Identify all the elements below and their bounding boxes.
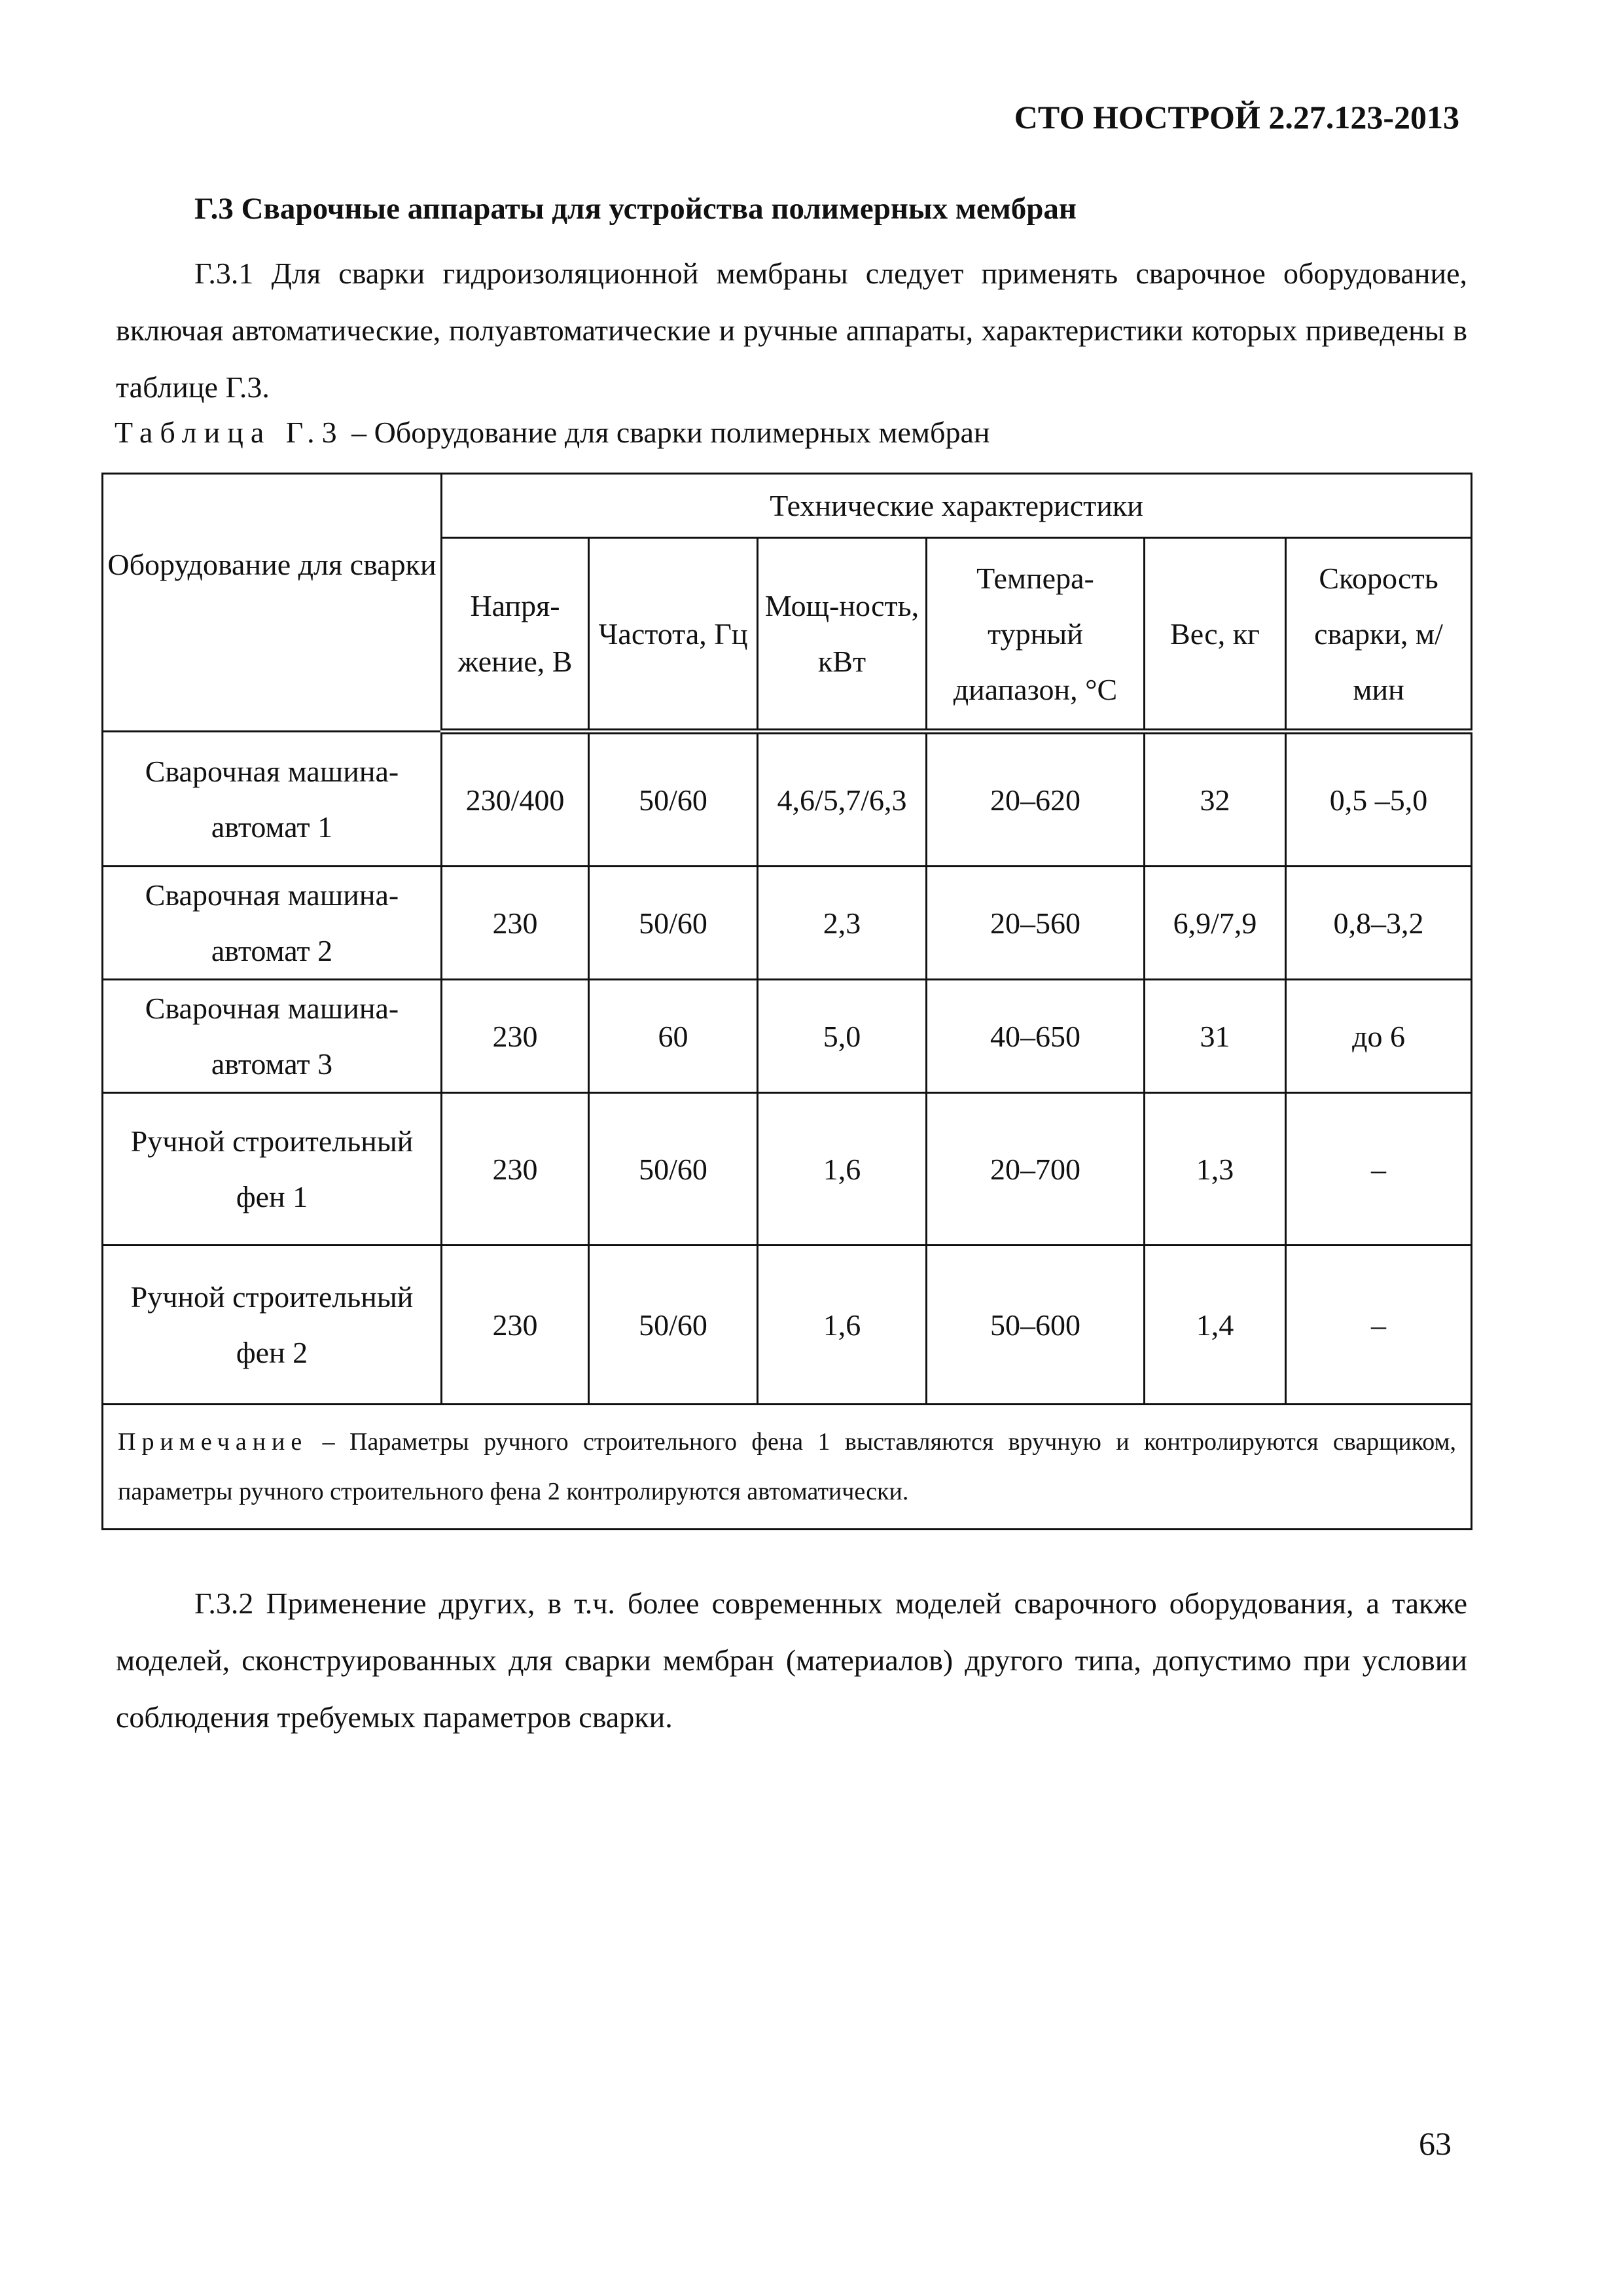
equipment-name: Сварочная машина-автомат 3 (103, 980, 442, 1093)
header-voltage: Напря-жение, В (442, 538, 589, 732)
speed-cell: 0,5 –5,0 (1286, 732, 1472, 867)
section-title: Г.3 Сварочные аппараты для устройства полимерных мембран (194, 192, 1077, 226)
equipment-name: Ручной строительный фен 1 (103, 1093, 442, 1246)
document-code: СТО НОСТРОЙ 2.27.123-2013 (1014, 99, 1459, 135)
header-weight: Вес, кг (1145, 538, 1286, 732)
temperature-cell: 20–560 (927, 867, 1145, 980)
table-caption-label: Таблица Г.3 (115, 416, 344, 449)
speed-cell: – (1286, 1093, 1472, 1246)
frequency-cell: 50/60 (589, 732, 758, 867)
table-row (103, 1246, 1472, 1405)
table-note-row (103, 1405, 1472, 1530)
temperature-cell: 20–620 (927, 732, 1145, 867)
power-cell: 1,6 (758, 1093, 927, 1246)
voltage-cell: 230 (442, 980, 589, 1093)
table-note-text: – Параметры ручного строительного фена 1 выставляются вручную и контролируются сварщиком, параметры ручного строительного фена 2 контролируются автоматически. (118, 1428, 1457, 1505)
header-power: Мощ-ность, кВт (758, 538, 927, 732)
equipment-table (101, 473, 1472, 1530)
frequency-cell: 50/60 (589, 867, 758, 980)
frequency-cell: 50/60 (589, 1093, 758, 1246)
table-caption-text: – Оборудование для сварки полимерных мембран (344, 416, 990, 449)
frequency-cell: 60 (589, 980, 758, 1093)
weight-cell: 32 (1145, 732, 1286, 867)
temperature-cell: 50–600 (927, 1246, 1145, 1405)
weight-cell: 31 (1145, 980, 1286, 1093)
header-temperature-range: Темпера-турный диапазон, °С (927, 538, 1145, 732)
power-cell: 4,6/5,7/6,3 (758, 732, 927, 867)
header-frequency: Частота, Гц (589, 538, 758, 732)
voltage-cell: 230/400 (442, 732, 589, 867)
power-cell: 2,3 (758, 867, 927, 980)
table-row (103, 867, 1472, 980)
table-row (103, 980, 1472, 1093)
weight-cell: 6,9/7,9 (1145, 867, 1286, 980)
table-row (103, 732, 1472, 867)
frequency-cell: 50/60 (589, 1246, 758, 1405)
equipment-name: Сварочная машина-автомат 2 (103, 867, 442, 980)
voltage-cell: 230 (442, 1093, 589, 1246)
table-row (103, 1093, 1472, 1246)
table-note-label: Примечание (118, 1428, 308, 1456)
equipment-name: Сварочная машина-автомат 1 (103, 732, 442, 867)
speed-cell: до 6 (1286, 980, 1472, 1093)
power-cell: 5,0 (758, 980, 927, 1093)
voltage-cell: 230 (442, 867, 589, 980)
table-note (103, 1405, 1472, 1530)
header-equipment: Оборудование для сварки (103, 474, 442, 732)
speed-cell: 0,8–3,2 (1286, 867, 1472, 980)
speed-cell: – (1286, 1246, 1472, 1405)
paragraph-g-3-1: Г.3.1 Для сварки гидроизоляционной мембраны следует применять сварочное оборудование, включая автоматические, полуавтоматические и ручные аппараты, характеристики которых приведены в таблице Г.3. (116, 257, 1467, 404)
weight-cell: 1,4 (1145, 1246, 1286, 1405)
table-header-row-top (103, 474, 1472, 538)
page-number: 63 (1419, 2125, 1452, 2162)
voltage-cell: 230 (442, 1246, 589, 1405)
header-welding-speed: Скорость сварки, м/мин (1286, 538, 1472, 732)
header-technical-characteristics: Технические характеристики (442, 474, 1472, 538)
temperature-cell: 40–650 (927, 980, 1145, 1093)
table-caption (115, 415, 990, 450)
power-cell: 1,6 (758, 1246, 927, 1405)
paragraph-g-3-2: Г.3.2 Применение других, в т.ч. более современных моделей сварочного оборудования, а также моделей, сконструированных для сварки мембран (материалов) другого типа, допустимо при условии соблюдения требуемых параметров сварки. (116, 1587, 1467, 1734)
equipment-name: Ручной строительный фен 2 (103, 1246, 442, 1405)
temperature-cell: 20–700 (927, 1093, 1145, 1246)
weight-cell: 1,3 (1145, 1093, 1286, 1246)
